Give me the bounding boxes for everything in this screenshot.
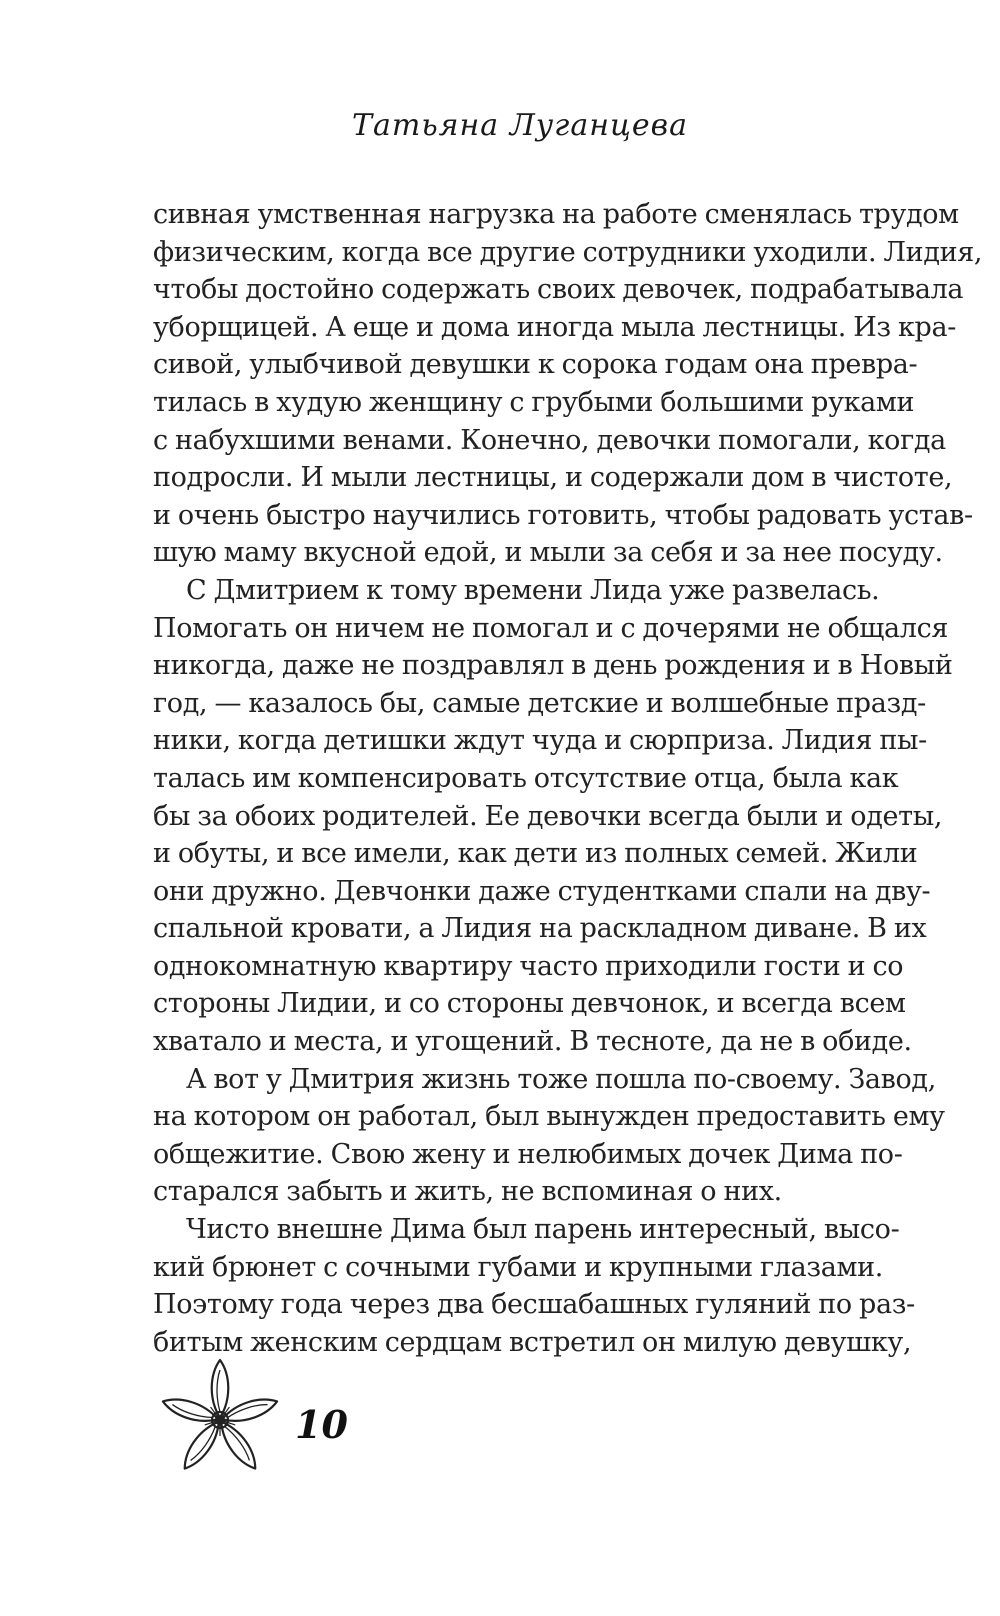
text-line: физическим, когда все другие сотрудники уходили. Лидия, [153,236,983,268]
text-line: сивой, улыбчивой девушки к сорока годам она превра- [153,349,918,381]
text-line: они дружно. Девчонки даже студентками спали на дву- [153,875,931,907]
text-line: с набухшими венами. Конечно, девочки помогали, когда [153,424,946,456]
body-text [153,196,983,1361]
text-line: А вот у Дмитрия жизнь тоже пошла по-своему. Завод, [186,1063,936,1095]
text-line: тилась в худую женщину с грубыми большими руками [153,386,915,418]
text-line: кий брюнет с сочными губами и крупными глазами. [153,1251,883,1283]
text-line: Чисто внешне Дима был парень интересный, высо- [186,1214,900,1246]
text-line: уборщицей. А еще и дома иногда мыла лестницы. Из кра- [153,311,956,343]
text-line: битым женским сердцам встретил он милую девушку, [153,1326,912,1358]
text-line: никогда, даже не поздравлял в день рождения и в Новый [153,650,953,682]
text-line: спальной кровати, а Лидия на раскладном диване. В их [153,913,927,945]
page-number: 10 [295,1402,348,1447]
text-line: чтобы достойно содержать своих девочек, подрабатывала [153,274,964,306]
text-line: стороны Лидии, и со стороны девчонок, и всегда всем [153,988,906,1020]
flower-ornament-icon [150,1352,290,1492]
text-line: и обуты, и все имели, как дети из полных семей. Жили [153,838,918,870]
text-line: однокомнатную квартиру часто приходили гости и со [153,950,904,982]
text-line: сивная умственная нагрузка на работе сменялась трудом [153,199,959,230]
text-line: подросли. И мыли лестницы, и содержали дом в чистоте, [153,462,953,494]
text-line: С Дмитрием к тому времени Лида уже развелась. [186,574,880,606]
text-line: год, — казалось бы, самые детские и волшебные празд- [153,687,926,719]
running-head-author: Татьяна Луганцева [352,108,688,143]
text-line: старался забыть и жить, не вспоминая о них. [153,1176,782,1208]
text-line: талась им компенсировать отсутствие отца, была как [153,762,899,794]
text-line: и очень быстро научились готовить, чтобы радовать устав- [153,499,973,531]
text-line: шую маму вкусной едой, и мыли за себя и за нее посуду. [153,537,943,569]
page-footer [150,1352,400,1502]
text-line: Помогать он ничем не помогал и с дочерями не общался [153,612,949,644]
text-line: общежитие. Свою жену и нелюбимых дочек Дима по- [153,1138,903,1170]
text-line: на котором он работал, был вынужден предоставить ему [153,1101,945,1133]
text-line: ники, когда детишки ждут чуда и сюрприза. Лидия пы- [153,725,927,757]
text-line: Поэтому года через два бесшабашных гуляний по раз- [153,1289,915,1321]
text-line: бы за обоих родителей. Ее девочки всегда были и одеты, [153,800,943,832]
text-line: хватало и места, и угощений. В тесноте, да не в обиде. [153,1026,912,1058]
